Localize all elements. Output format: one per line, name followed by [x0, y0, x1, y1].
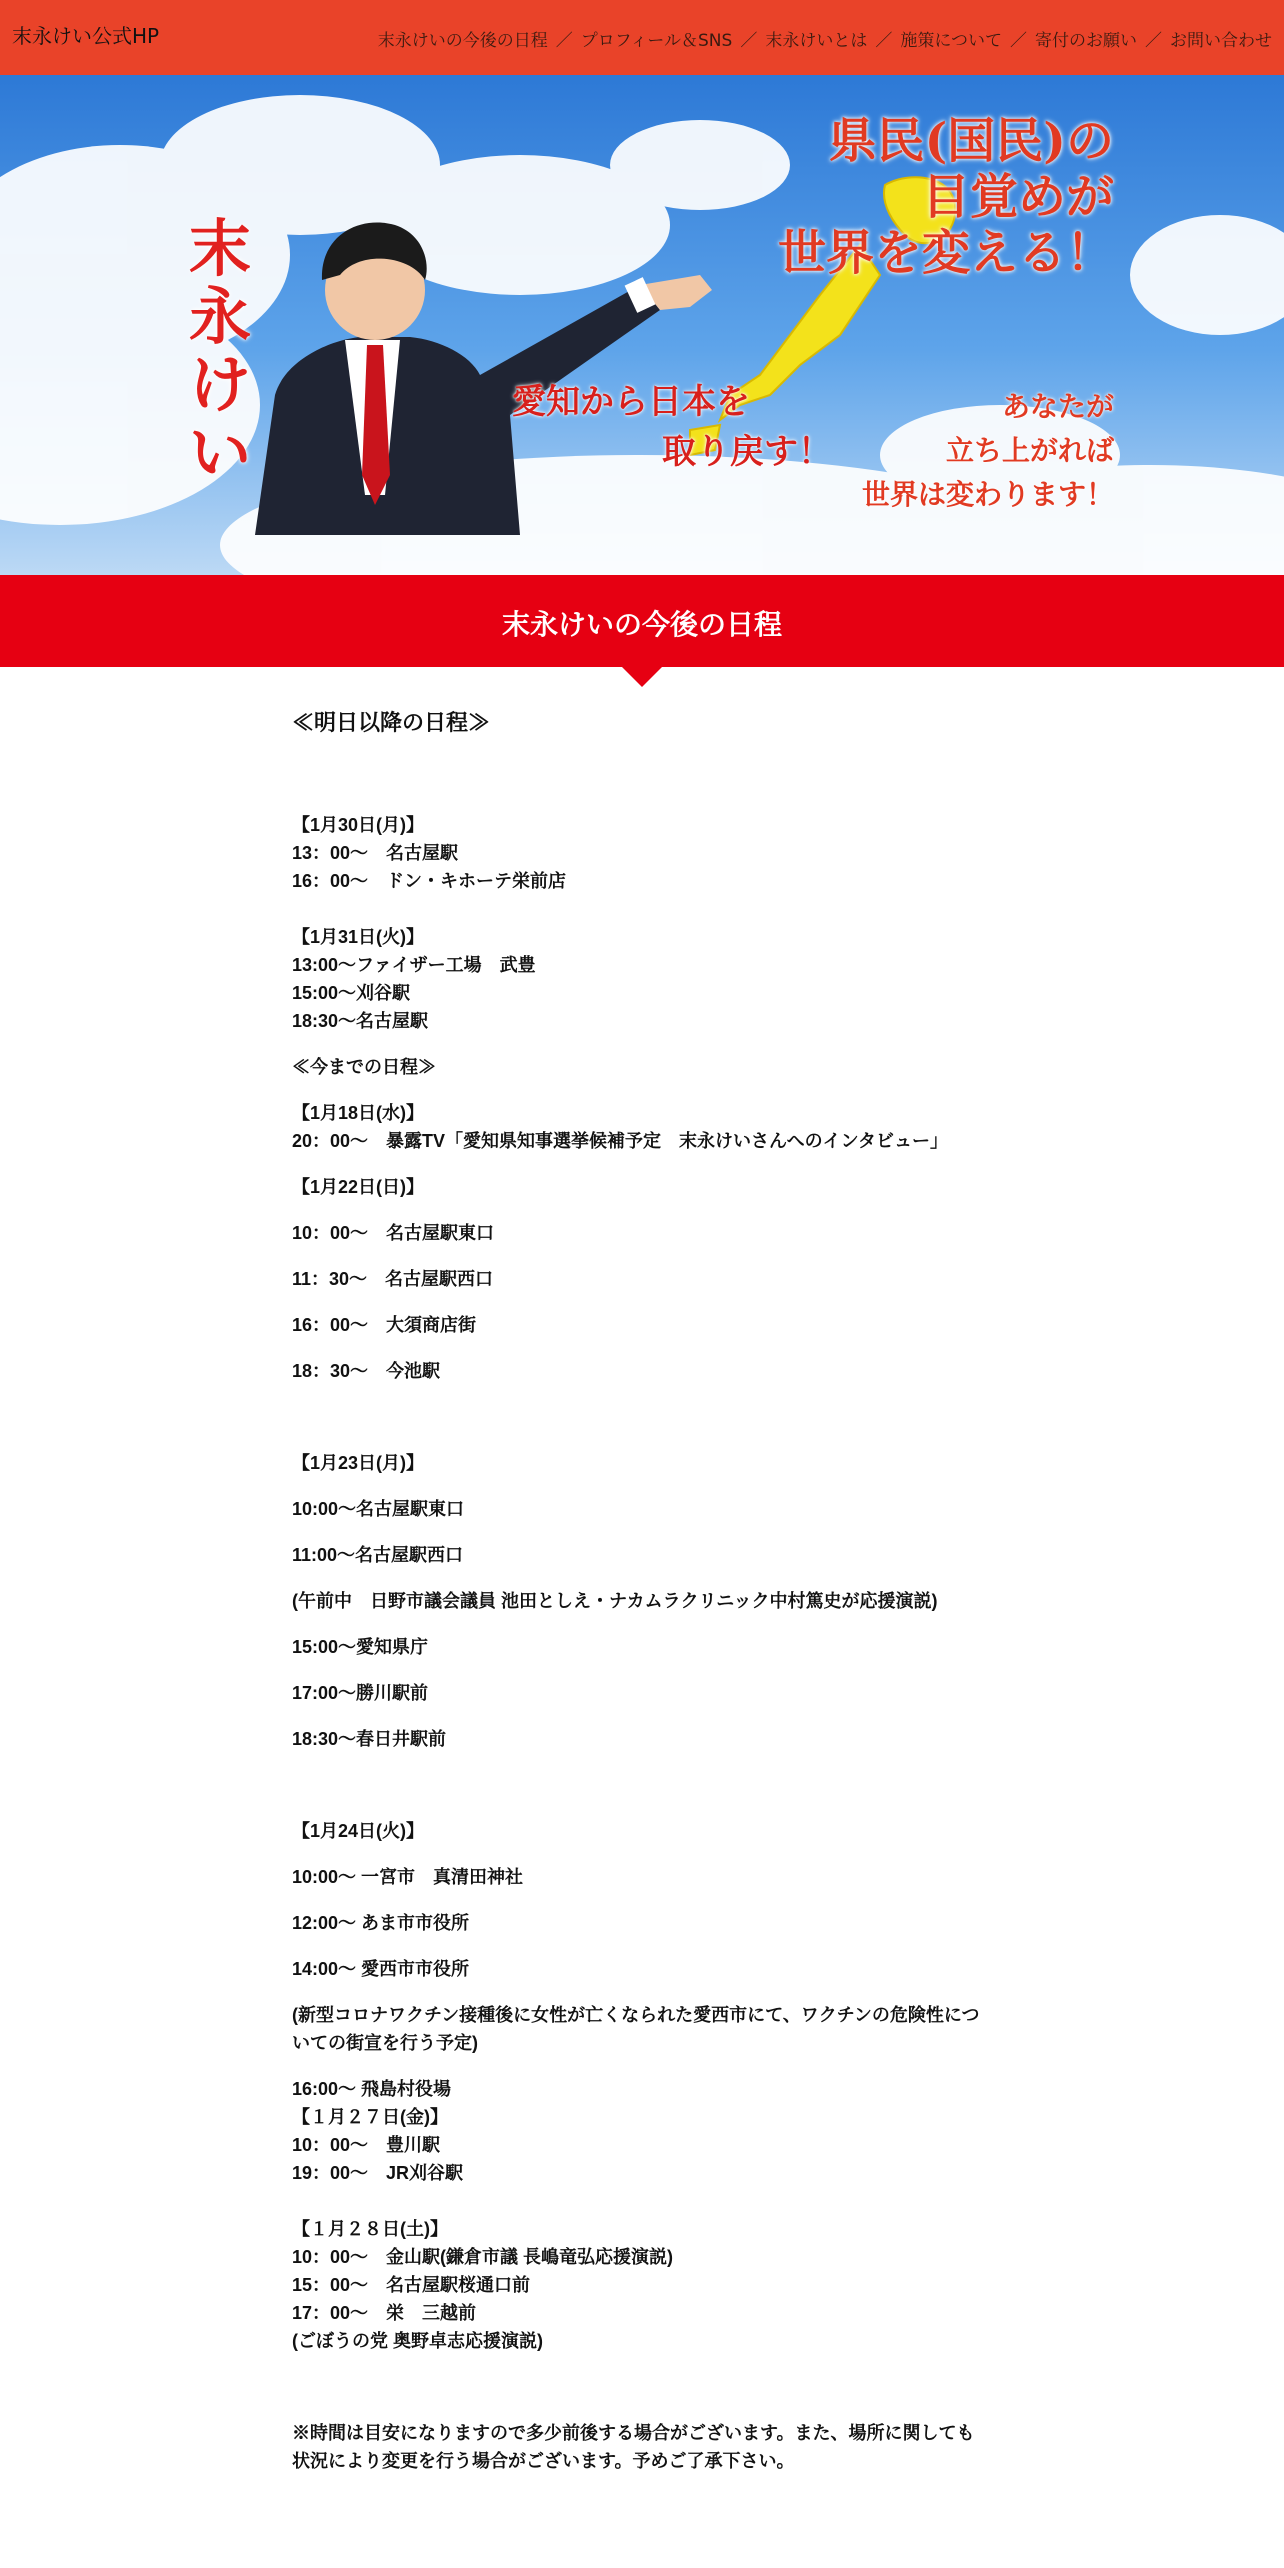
schedule-date: 【1月30日(月)】: [292, 815, 425, 835]
slogan-call-line: 世界は変わります！: [861, 478, 1114, 511]
schedule-item: 14:00〜 愛西市市役所: [292, 1959, 470, 1979]
nav-item-donation[interactable]: 寄付のお願い: [1035, 31, 1137, 51]
schedule-item: 10：00～ 金山駅(鎌倉市議 長嶋竜弘応援演説): [292, 2247, 674, 2267]
schedule-item: 20：00～ 暴露TV「愛知県知事選挙候補予定 末永けいさんへのインタビュー」: [292, 1131, 948, 1151]
hero-slogan-call: [862, 385, 1114, 517]
schedule-item: 10:00〜名古屋駅東口: [292, 1499, 465, 1519]
schedule-item: 17:00〜勝川駅前: [292, 1683, 429, 1703]
section-arrow: [622, 667, 662, 687]
schedule-item: 18：30～ 今池駅: [292, 1361, 441, 1381]
slogan-call-line: あなたが: [1001, 390, 1114, 423]
schedule-block: [292, 923, 992, 1035]
schedule-date: 【1月24日(火)】: [292, 1821, 425, 1841]
nav-separator: ／: [740, 31, 758, 51]
schedule-item: 16：00～ ドン・キホーテ栄前店: [292, 871, 567, 891]
schedule-block: [292, 2215, 992, 2355]
schedule-date: 【1月22日(日)】: [292, 1177, 425, 1197]
schedule-date: 【１月２７日(金)】: [292, 2107, 448, 2127]
nav-separator: ／: [1010, 31, 1027, 51]
hero-slogan-main: [778, 113, 1114, 281]
slogan-main-line: 世界を変える！: [777, 225, 1114, 281]
schedule-item: 10：00～ 名古屋駅東口: [292, 1223, 495, 1243]
schedule-note: ※時間は目安になりますので多少前後する場合がございます。また、場所に関しても状況により変更を行う場合がございます。予めご了承下さい。: [292, 2423, 975, 2471]
schedule-item: 17：00～ 栄 三越前: [292, 2303, 477, 2323]
site-title[interactable]: 末永けい公式HP: [12, 24, 160, 48]
schedule-item: (新型コロナワクチン接種後に女性が亡くなられた愛西市にて、ワクチンの危険性についての街宣を行う予定): [292, 2005, 980, 2053]
schedule-date: 【１月２８日(土)】: [292, 2219, 448, 2239]
schedule-item: 18:30〜名古屋駅: [292, 1011, 429, 1031]
schedule-item: 16:00〜 飛島村役場: [292, 2079, 452, 2099]
nav-separator: ／: [555, 31, 573, 51]
schedule-block: [292, 1099, 992, 1155]
site-header: [0, 0, 1284, 75]
nav-separator: ／: [875, 31, 893, 51]
slogan-main-line: 目覚めが: [921, 169, 1114, 225]
schedule-item: 15:00〜刈谷駅: [292, 983, 411, 1003]
schedule-item: 12:00〜 あま市市役所: [292, 1913, 470, 1933]
schedule-date: 【1月31日(火)】: [292, 927, 425, 947]
hero-banner: [0, 75, 1284, 575]
schedule-item: (午前中 日野市議会議員 池田としえ・ナカムラクリニック中村篤史が応援演説): [292, 1591, 938, 1611]
schedule-date: 【1月18日(水)】: [292, 1103, 425, 1123]
nav-item-profile-sns[interactable]: プロフィール＆SNS: [580, 31, 733, 51]
schedule-item: 18:30〜春日井駅前: [292, 1729, 447, 1749]
schedule-item: 13：00～ 名古屋駅: [292, 843, 459, 863]
schedule-item: 10:00〜 一宮市 真清田神社: [292, 1867, 524, 1887]
schedule-block: [292, 2075, 992, 2187]
section-title: 末永けいの今後の日程: [501, 608, 782, 641]
schedule-item: 15:00〜愛知県庁: [292, 1637, 429, 1657]
slogan-main-line: 県民(国民)の: [828, 113, 1114, 169]
schedule-item: 19：00～ JR刈谷駅: [292, 2163, 464, 2183]
slogan-aichi-line: 取り戻す！: [662, 432, 832, 472]
schedule-item: 10：00～ 豊川駅: [292, 2135, 441, 2155]
schedule-item: 13:00〜ファイザー工場 武豊: [292, 955, 536, 975]
nav-item-policy[interactable]: 施策について: [900, 31, 1002, 51]
schedule-item: (ごぼうの党 奥野卓志応援演説): [292, 2331, 543, 2351]
schedule-heading-past: ≪今までの日程≫: [292, 1057, 436, 1077]
hero-slogan-aichi: [512, 377, 832, 477]
schedule-block: [292, 811, 992, 895]
schedule-content: [292, 705, 992, 2475]
nav-separator: ／: [1145, 31, 1162, 51]
schedule-item: 15：00～ 名古屋駅桜通口前: [292, 2275, 531, 2295]
nav-item-schedule[interactable]: 末永けいの今後の日程: [377, 31, 548, 51]
nav-item-about[interactable]: 末永けいとは: [765, 31, 868, 51]
candidate-name-vertical: 末永けい: [188, 212, 251, 489]
nav-item-contact[interactable]: お問い合わせ: [1170, 31, 1272, 51]
schedule-heading-upcoming: ≪明日以降の日程≫: [292, 710, 491, 735]
main-nav: [378, 26, 1272, 51]
schedule-item: 11:00〜名古屋駅西口: [292, 1545, 464, 1565]
schedule-item: 16：00～ 大須商店街: [292, 1315, 477, 1335]
schedule-date: 【1月23日(月)】: [292, 1453, 425, 1473]
slogan-call-line: 立ち上がれば: [945, 434, 1114, 467]
section-title-band: [0, 575, 1284, 667]
slogan-aichi-line: 愛知から日本を: [512, 382, 750, 422]
schedule-item: 11：30～ 名古屋駅西口: [292, 1269, 494, 1289]
